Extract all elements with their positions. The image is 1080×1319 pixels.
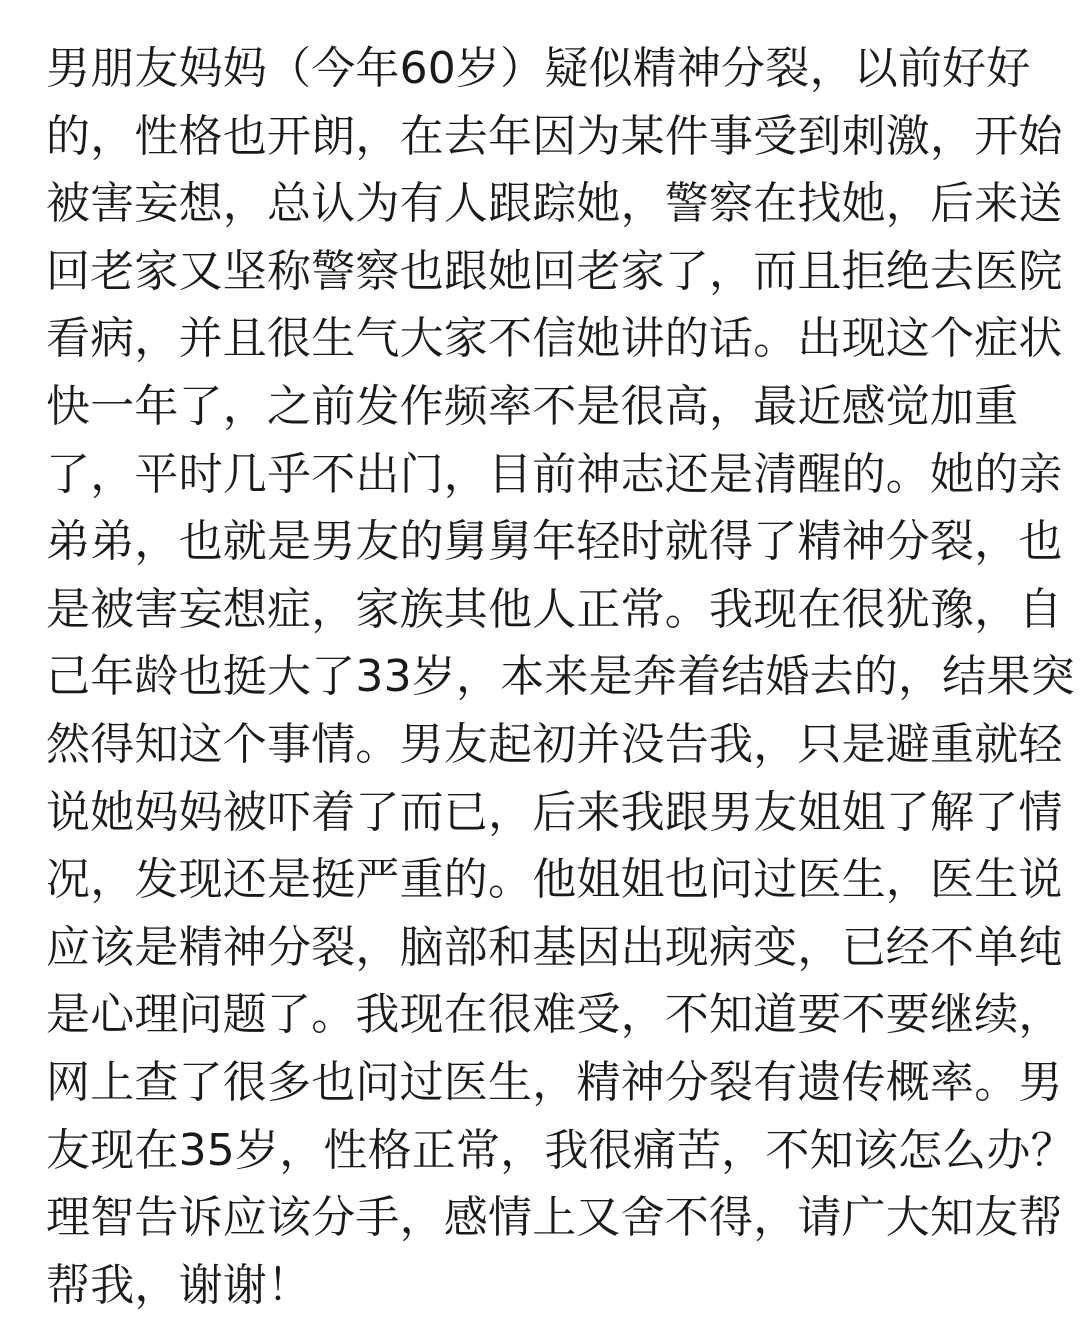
post-text-line: 帮我，谢谢！ xyxy=(46,1259,312,1311)
post-text-line: 快一年了，之前发作频率不是很高，最近感觉加重 xyxy=(46,380,1019,432)
post-text-line: 况，发现还是挺严重的。他姐姐也问过医生，医生说 xyxy=(46,854,1063,906)
post-text-line: 理智告诉应该分手，感情上又舍不得，请广大知友帮 xyxy=(46,1192,1063,1244)
post-text-line: 友现在35岁，性格正常，我很痛苦，不知该怎么办？ xyxy=(46,1124,1075,1176)
post-text-line: 了，平时几乎不出门，目前神志还是清醒的。她的亲 xyxy=(46,448,1063,500)
post-body xyxy=(46,35,1075,1319)
post-text-line: 应该是精神分裂，脑部和基因出现病变，已经不单纯 xyxy=(46,921,1063,973)
post-text-line: 己年龄也挺大了33岁，本来是奔着结婚去的，结果突 xyxy=(46,651,1075,703)
post-text-line: 说她妈妈被吓着了而已，后来我跟男友姐姐了解了情 xyxy=(46,786,1063,838)
post-text-line: 的，性格也开朗，在去年因为某件事受到刺激，开始 xyxy=(46,110,1063,162)
post-text-line: 是被害妄想症，家族其他人正常。我现在很犹豫，自 xyxy=(46,583,1063,635)
post-text-line: 是心理问题了。我现在很难受，不知道要不要继续， xyxy=(46,989,1063,1041)
post-text-line: 然得知这个事情。男友起初并没告我，只是避重就轻 xyxy=(46,718,1063,770)
post-text-line: 男朋友妈妈（今年60岁）疑似精神分裂，以前好好 xyxy=(46,43,1031,94)
post-text-line: 回老家又坚称警察也跟她回老家了，而且拒绝去医院 xyxy=(46,245,1063,297)
post-text-line: 弟弟，也就是男友的舅舅年轻时就得了精神分裂，也 xyxy=(46,516,1063,568)
post-text-line: 被害妄想，总认为有人跟踪她，警察在找她，后来送 xyxy=(46,178,1063,230)
post-text-line: 网上查了很多也问过医生，精神分裂有遗传概率。男 xyxy=(46,1056,1063,1108)
post-text-line: 看病，并且很生气大家不信她讲的话。出现这个症状 xyxy=(46,313,1063,365)
